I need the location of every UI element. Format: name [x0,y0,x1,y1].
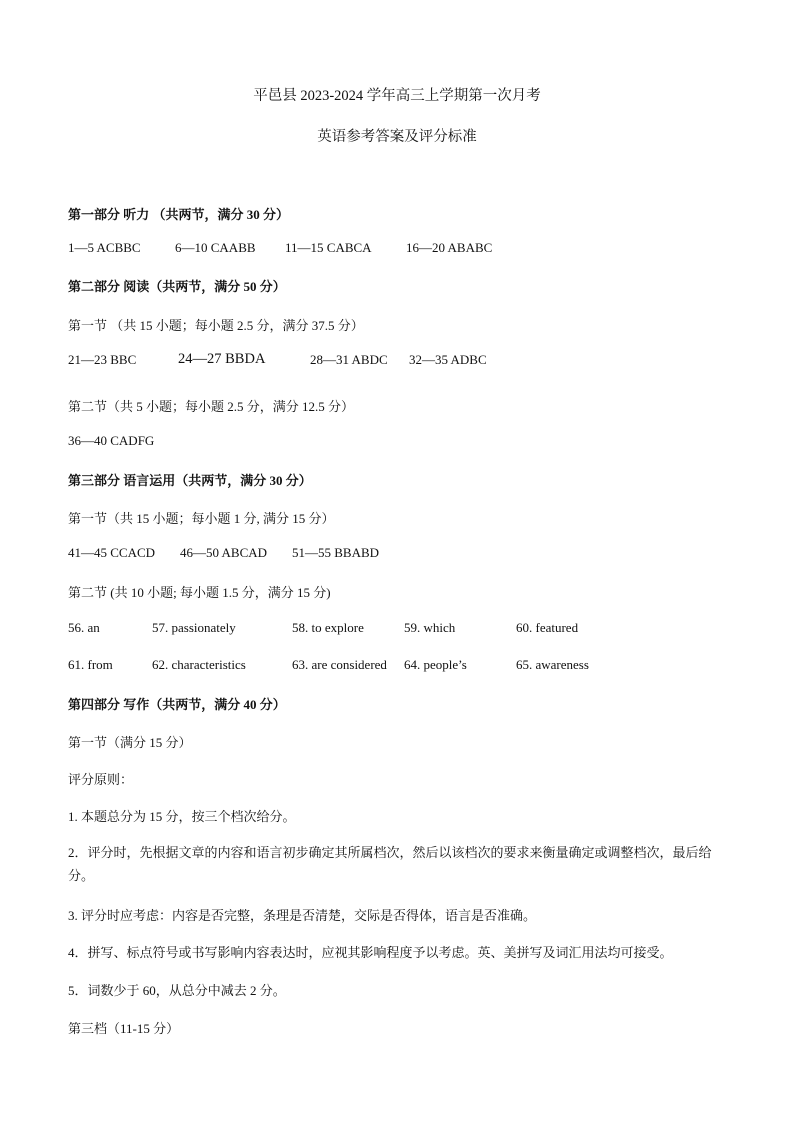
page-subtitle: 英语参考答案及评分标准 [317,129,477,145]
cloze-answer: 59. which [404,620,456,635]
part2-section1-label: 第一节 （共 15 小题；每小题 2.5 分，满分 37.5 分） [68,318,364,333]
answer-group: 11—15 CABCA [285,240,372,255]
cloze-answer: 63. are considered [292,657,387,672]
part2-section2-label: 第二节（共 5 小题；每小题 2.5 分，满分 12.5 分） [68,399,355,414]
cloze-answer: 57. passionately [152,620,236,635]
part1-heading: 第一部分 听力 （共两节，满分 30 分） [68,207,290,222]
principle-item: 3. 评分时应考虑：内容是否完整，条理是否清楚，交际是否得体，语言是否准确。 [68,908,537,923]
part4-heading: 第四部分 写作（共两节，满分 40 分） [68,697,286,712]
part4-section1-label: 第一节（满分 15 分） [68,735,192,750]
answer-group: 16—20 ABABC [406,240,493,255]
answer-group: 41—45 CCACD [68,545,156,560]
part2-heading: 第二部分 阅读（共两节，满分 50 分） [68,279,286,294]
answer-group: 1—5 ACBBC [68,240,141,255]
answer-group: 51—55 BBABD [292,545,380,560]
principle-item: 2．评分时，先根据文章的内容和语言初步确定其所属档次，然后以该档次的要求来衡量确定或调整档次，最后给分。 [68,845,712,883]
cloze-answer: 56. an [68,620,100,635]
answer-group: 32—35 ADBC [409,352,487,367]
grade-3-label: 第三档（11-15 分） [68,1021,180,1036]
cloze-answer: 64. people’s [404,657,467,672]
cloze-answer: 61. from [68,657,113,672]
answer-group: 6—10 CAABB [175,240,256,255]
principle-item: 5．词数少于 60，从总分中减去 2 分。 [68,983,286,998]
part2-section1-answers [68,352,768,372]
answer-group: 21—23 BBC [68,352,137,367]
cloze-answer: 60. featured [516,620,579,635]
cloze-answer: 58. to explore [292,620,364,635]
answer-group: 24—27 BBDA [178,351,266,367]
answer-group: 28—31 ABDC [310,352,388,367]
principle-item: 1. 本题总分为 15 分，按三个档次给分。 [68,809,296,824]
cloze-answers-row-1 [68,620,768,638]
part1-answers [68,240,768,258]
part3-section2-label: 第二节 (共 10 小题; 每小题 1.5 分，满分 15 分) [68,585,331,600]
cloze-answer: 65. awareness [516,657,589,672]
part3-section1-label: 第一节（共 15 小题；每小题 1 分, 满分 15 分） [68,511,335,526]
principles-title: 评分原则： [68,772,134,787]
part3-heading: 第三部分 语言运用（共两节，满分 30 分） [68,473,312,488]
principle-item: 4．拼写、标点符号或书写影响内容表达时，应视其影响程度予以考虑。英、美拼写及词汇用法均可接受。 [68,945,673,960]
cloze-answer: 62. characteristics [152,657,246,672]
cloze-answers-row-2 [68,657,768,675]
part3-section1-answers [68,545,768,563]
part2-section2-answers: 36—40 CADFG [68,433,155,448]
answer-group: 46—50 ABCAD [180,545,268,560]
page-title: 平邑县 2023-2024 学年高三上学期第一次月考 [253,88,541,104]
